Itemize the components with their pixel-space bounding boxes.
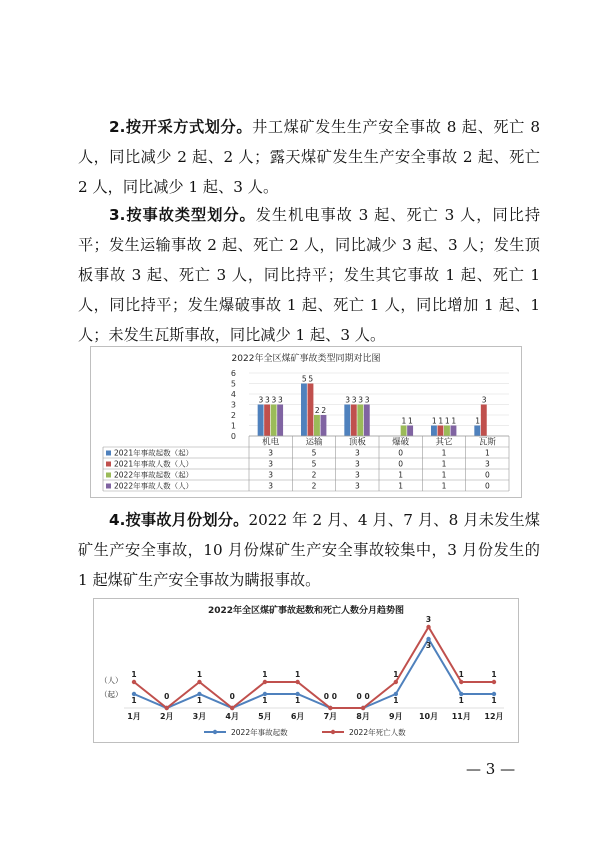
data-point [394,680,398,684]
y-tick-label: 2 [230,411,236,420]
data-label: 1 [408,416,413,426]
data-label: 3 [351,395,357,405]
x-tick-label: 4月 [225,712,239,721]
table-cell: 5 [311,459,317,469]
x-tick-label: 爆破 [392,437,410,448]
legend-label: 2021年事故人数（人） [114,459,194,469]
data-label: 1 [262,696,268,705]
data-label: 1 [438,416,444,426]
x-tick-label: 5月 [258,712,272,721]
data-label: 1 [131,696,137,705]
bar [407,426,413,437]
legend-swatch [106,462,111,467]
table-cell: 3 [268,470,274,480]
x-tick-label: 11月 [451,712,471,721]
paragraph-body: 发生机电事故 3 起、死亡 3 人，同比持平；发生运输事故 2 起、死亡 2 人，同比减少 3 起、3 人；发生顶板事故 3 起、死亡 3 人，同比持平；发生其它事故 1 起、死亡 1 人，同比持平；发生爆破事故 1 起、死亡 1 人，同比增加 1 起、1 人；未发生瓦斯事故，同比减少 1 起、3 人。 [78,206,541,344]
data-label: 1 [401,416,407,426]
legend-label: 2022年事故人数（人） [114,481,194,491]
table-cell: 1 [441,470,447,480]
data-point [165,706,169,710]
x-tick-label: 8月 [356,712,370,721]
paragraph-body: 2022 年 2 月、4 月、7 月、8 月未发生煤矿生产安全事故，10 月份煤矿生产安全事故较集中，3 月份发生的 1 起煤矿生产安全事故为瞒报事故。 [78,511,540,589]
data-label: 3 [265,395,270,405]
data-label: 3 [345,395,350,405]
x-tick-label: 6月 [290,712,305,721]
table-cell: 5 [311,448,317,458]
table-cell: 3 [268,448,274,458]
data-label: 0 [323,692,329,701]
data-label: 3 [425,615,432,624]
line-chart-svg [94,599,518,742]
legend-swatch [106,484,111,489]
paragraph-accident-month [78,505,540,595]
legend-label: 2021年事故起数（起） [114,448,194,458]
data-label: 0 [164,692,170,701]
data-label: 3 [258,395,264,405]
data-label: 3 [278,395,283,405]
x-tick-label: 2月 [159,712,174,721]
data-point [492,680,496,684]
bar [364,405,370,437]
legend-label: 2022年死亡人数 [349,728,406,737]
y-unit-label: （人） [100,676,123,685]
series-line [134,627,497,708]
bar [258,405,264,437]
bar [451,426,457,437]
table-cell: 3 [268,459,274,469]
bar [321,415,327,436]
bar [271,405,277,437]
bar [431,426,437,437]
x-tick-label: 瓦斯 [478,437,496,448]
data-point [361,706,365,710]
y-unit-label: （起） [100,690,123,699]
bar [344,405,350,437]
chart-title: 2022年全区煤矿事故起数和死亡人数分月趋势图 [207,606,405,616]
legend-label: 2022年事故起数 [231,728,288,737]
data-label: 1 [491,670,497,679]
data-label: 5 [308,374,314,384]
table-cell: 3 [354,448,360,458]
table-cell: 3 [354,481,360,491]
legend-marker [213,730,217,734]
table-cell: 2 [311,481,317,491]
table-cell: 3 [268,481,274,491]
x-tick-label: 机电 [262,437,280,448]
bar [308,384,314,437]
bar [444,426,450,437]
data-label: 0 [364,692,370,701]
data-point [197,680,201,684]
y-tick-label: 0 [230,432,236,441]
table-cell: 0 [484,470,490,480]
bar [438,426,444,437]
data-label: 1 [393,670,399,679]
data-label: 1 [393,696,399,705]
monthly-trend-chart [93,598,519,743]
paragraph-mining-method [78,112,540,202]
table-cell: 2 [311,470,317,480]
data-label: 1 [491,696,497,705]
data-label: 1 [444,416,450,426]
table-cell: 1 [441,448,447,458]
table-cell: 3 [354,459,360,469]
bar [401,426,407,437]
data-label: 1 [458,696,464,705]
table-cell: 1 [484,448,490,458]
legend-label: 2022年事故起数（起） [114,470,194,480]
x-tick-label: 9月 [389,712,403,721]
legend-marker [331,730,335,734]
data-point [230,706,234,710]
paragraph-heading: 4.按事故月份划分。 [109,511,249,529]
bar [481,405,487,437]
data-label: 1 [451,416,457,426]
data-label: 1 [295,696,301,705]
data-point [328,706,332,710]
data-label: 1 [131,670,137,679]
table-cell: 3 [484,459,490,469]
x-tick-label: 顶板 [348,437,366,448]
table-cell: 0 [398,448,404,458]
bar [264,405,270,437]
page-number: — 3 — [466,760,516,778]
data-point [459,680,463,684]
data-label: 0 [331,692,337,701]
y-tick-label: 5 [230,379,236,389]
data-point [263,680,267,684]
data-label: 3 [364,395,370,405]
series-line [134,639,497,708]
data-label: 2 [314,406,320,415]
chart-title: 2022年全区煤矿事故类型同期对比图 [231,354,381,364]
table-cell: 0 [398,459,404,469]
data-label: 1 [458,670,464,679]
x-tick-label: 运输 [305,437,323,448]
data-point [426,625,430,629]
y-tick-label: 4 [230,390,236,399]
paragraph-heading: 3.按事故类型划分。 [109,206,256,224]
table-cell: 3 [354,470,360,480]
bar [277,405,283,437]
data-label: 3 [358,395,363,405]
table-cell: 1 [441,459,447,469]
data-label: 3 [425,641,432,650]
x-tick-label: 3月 [192,712,207,721]
bar [314,415,320,436]
table-cell: 1 [398,470,404,480]
data-label: 1 [295,670,301,679]
bar [351,405,357,437]
bar-chart-svg [91,347,521,497]
data-point [295,680,299,684]
data-label: 0 [229,692,235,701]
bar [301,384,307,437]
data-label: 3 [271,395,277,405]
x-tick-label: 12月 [484,712,504,721]
table-cell: 0 [484,481,490,491]
y-tick-label: 3 [230,400,236,410]
paragraph-body: 井工煤矿发生生产安全事故 8 起、死亡 8 人，同比减少 2 起、2 人；露天煤矿发生生产安全事故 2 起、死亡 2 人，同比减少 1 起、3 人。 [78,118,540,196]
x-tick-label: 10月 [418,712,439,721]
legend-swatch [106,451,111,456]
table-cell: 1 [441,481,447,491]
data-label: 0 [356,692,362,701]
data-label: 1 [262,670,268,679]
x-tick-label: 1月 [127,712,141,721]
data-point [132,680,136,684]
accident-type-comparison-chart [90,346,522,498]
data-label: 1 [431,416,437,426]
bar [357,405,363,437]
paragraph-accident-type [78,200,540,350]
data-label: 3 [481,395,487,405]
legend-swatch [106,473,111,478]
x-tick-label: 7月 [323,712,338,721]
data-label: 1 [196,670,203,679]
data-label: 1 [475,416,480,426]
paragraph-heading: 2.按开采方式划分。 [109,118,253,136]
data-label: 1 [196,696,203,705]
data-label: 2 [321,406,327,415]
table-cell: 1 [398,481,404,491]
data-label: 5 [301,374,307,384]
x-tick-label: 其它 [435,437,453,448]
y-tick-label: 6 [230,369,236,378]
y-tick-label: 1 [230,421,236,431]
bar [474,426,480,437]
